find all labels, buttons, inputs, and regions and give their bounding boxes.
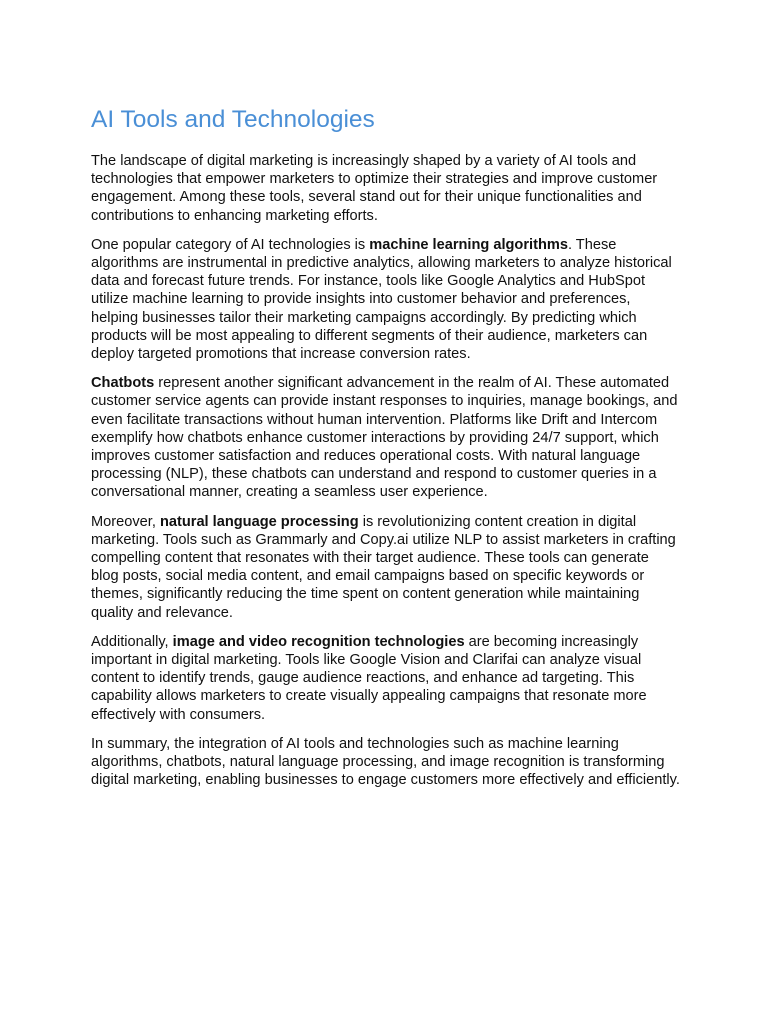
paragraph-text: . These algorithms are instrumental in predictive analytics, allowing marketers to analyze historical data and forecast future trends. For instance, tools like Google Analytics and HubSpot utilize machine learning to provide insights into customer behavior and preferences, helping businesses tailor their marketing campaigns accordingly. By predicting which products will be most appealing to different segments of their audience, marketers can deploy targeted promotions that increase conversion rates. [91, 236, 672, 363]
bold-term: image and video recognition technologies [172, 633, 465, 650]
paragraph-text: Moreover, [91, 513, 160, 530]
paragraph-text: In summary, the integration of AI tools and technologies such as machine learning algorithms, chatbots, natural language processing, and image recognition is transforming digital marketing, enabling businesses to engage customers more effectively and efficiently. [91, 735, 680, 789]
paragraph-text: are becoming increasingly important in digital marketing. Tools like Google Vision and Clarifai can analyze visual content to identify trends, gauge audience reactions, and enhance ad targeting. This capability allows marketers to create visually appealing campaigns that resonate more effectively with consumers. [91, 633, 647, 723]
paragraph-text: represent another significant advancement in the realm of AI. These automated customer service agents can provide instant responses to inquiries, manage bookings, and even facilitate transactions without human intervention. Platforms like Drift and Intercom exemplify how chatbots enhance customer interactions by providing 24/7 support, which improves customer satisfaction and reduces operational costs. With natural language processing (NLP), these chatbots can understand and respond to customer queries in a conversational manner, creating a seamless user experience. [91, 375, 678, 501]
paragraph-summary [91, 735, 680, 790]
paragraph-intro [91, 152, 680, 225]
bold-term: natural language processing [159, 513, 359, 530]
document-title: AI Tools and Technologies [91, 106, 375, 133]
paragraph-text: is revolutionizing content creation in digital marketing. Tools such as Grammarly and Copy.ai utilize NLP to assist marketers in crafting compelling content that resonates with their target audience. These tools can generate blog posts, social media content, and email campaigns based on specific keywords or themes, significantly reducing the time spent on content generation while maintaining quality and relevance. [91, 513, 676, 621]
bold-term: machine learning algorithms [369, 236, 568, 253]
paragraph-text: Additionally, [91, 633, 173, 650]
paragraph-image-recognition [91, 633, 680, 724]
paragraph-chatbots [91, 374, 680, 501]
paragraph-text: The landscape of digital marketing is increasingly shaped by a variety of AI tools and technologies that empower marketers to optimize their strategies and improve customer engagement. Among these tools, several stand out for their unique functionalities and contributions to enhancing marketing efforts. [91, 153, 658, 224]
paragraph-nlp [91, 513, 680, 622]
paragraph-text: One popular category of AI technologies is [91, 236, 370, 253]
paragraph-machine-learning [91, 236, 680, 363]
bold-term: Chatbots [91, 375, 155, 392]
